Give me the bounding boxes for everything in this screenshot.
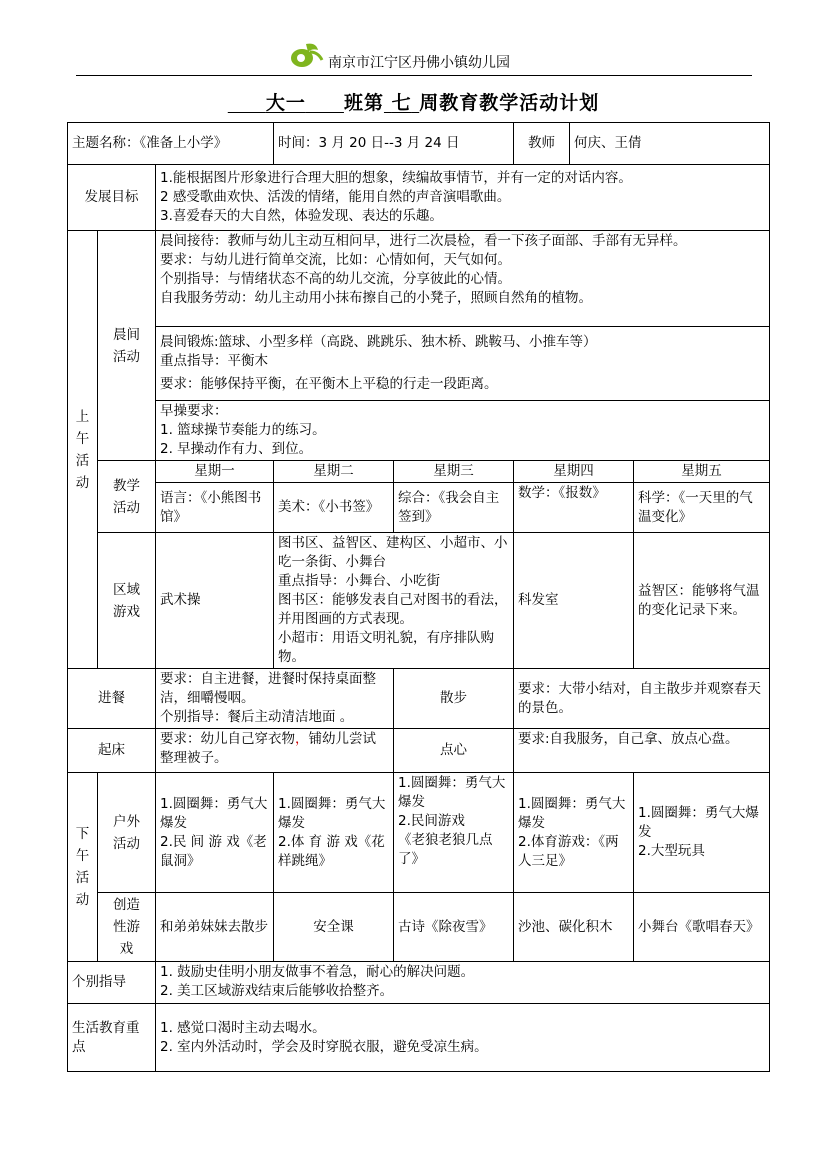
goal-item: 3.喜爱春天的大自然，体验发现、表达的乐趣。 [160,208,443,224]
creative-thu: 沙池、碳化积木 [514,893,634,962]
area-fri: 益智区：能够将气温的变化记录下来。 [634,533,770,669]
teaching-fri: 科学：《一天里的气温变化》 [634,483,770,533]
goals-label: 发展目标 [68,165,156,231]
teacher-label: 教师 [514,123,570,165]
meal-content: 要求：自主进餐，进餐时保持桌面整洁，细嚼慢咽。 个别指导：餐后主动清洁地面 。 [156,669,394,729]
title-mid1: 班第 [343,92,384,114]
guidance-content: 1. 鼓励史佳明小朋友做事不着急，耐心的解决问题。 2. 美工区域游戏结束后能够收拾整齐。 [156,962,770,1004]
creative-label: 创造性游戏 [98,893,156,962]
goal-item: 2 感受歌曲欢快、活泼的情绪，能用自然的声音演唱歌曲。 [160,189,511,205]
snack-content: 要求:自我服务，自己拿、放点心盘。 [514,729,770,773]
school-logo-icon [288,40,324,70]
goals-row [68,165,770,231]
creative-mon: 和弟弟妹妹去散步 [156,893,274,962]
guidance-row [68,962,770,1004]
creative-fri: 小舞台《歌唱春天》 [634,893,770,962]
goals-content [156,165,770,231]
walk-content: 要求：大带小结对，自主散步并观察春天的景色。 [514,669,770,729]
creative-wed: 古诗《除夜雪》 [394,893,514,962]
day-header: 星期五 [634,461,770,483]
morning-reception: 晨间接待：教师与幼儿主动互相问早，进行二次晨检，看一下孩子面部、手部有无异样。 要求：与幼儿进行简单交流，比如：心情如何，天气如何。 个别指导：与情绪状态不高的幼儿交流，分享彼此的心情。 自我服务劳动：幼儿主动用小抹布擦自己的小凳子，照顾自然角的植物。 [156,231,770,327]
teaching-mon: 语言：《小熊图书馆》 [156,483,274,533]
morning-drill: 早操要求： 1. 篮球操节奏能力的练习。 2. 早操动作有力、到位。 [156,401,770,461]
outdoor-row [68,773,770,893]
life-row [68,1004,770,1072]
teaching-label: 教学活动 [98,461,156,533]
afternoon-section-label: 下午活动 [68,773,98,962]
day-header: 星期三 [394,461,514,483]
morning-reception-row [68,231,770,327]
page-title [0,88,827,115]
morning-section-label: 上午活动 [68,231,98,669]
creative-row [68,893,770,962]
wake-label: 起床 [68,729,156,773]
morning-exercise-row [68,327,770,401]
teaching-thu: 数学：《报数》 [514,483,634,533]
teacher-names: 何庆、王倩 [570,123,770,165]
title-mid2: 周教育教学活动计划 [419,92,600,114]
theme-name: 主题名称：《准备上小学》 [68,123,274,165]
snack-label: 点心 [394,729,514,773]
title-week: 七 [391,92,412,114]
goal-item: 1.能根据图片形象进行合理大胆的想象，续编故事情节，并有一定的对话内容。 [160,170,632,186]
creative-tue: 安全课 [274,893,394,962]
outdoor-wed: 1.圆圈舞：勇气大爆发 2.民间游戏 《老狼老狼几点了》 [394,773,514,893]
page-header [76,40,752,76]
morning-drill-row [68,401,770,461]
outdoor-thu: 1.圆圈舞：勇气大爆发 2.体育游戏：《两人三足》 [514,773,634,893]
area-row [68,533,770,669]
day-header: 星期二 [274,461,394,483]
area-mon: 武术操 [156,533,274,669]
weekday-header-row [68,461,770,483]
guidance-label: 个别指导 [68,962,156,1004]
theme-time: 时间：3 月 20 日--3 月 24 日 [274,123,514,165]
day-header: 星期一 [156,461,274,483]
outdoor-label: 户外活动 [98,773,156,893]
walk-label: 散步 [394,669,514,729]
life-content: 1. 感觉口渴时主动去喝水。 2. 室内外活动时，学会及时穿脱衣服，避免受凉生病。 [156,1004,770,1072]
outdoor-mon: 1.圆圈舞：勇气大爆发 2.民 间 游 戏《老鼠洞》 [156,773,274,893]
school-name: 南京市江宁区丹佛小镇幼儿园 [328,55,510,71]
life-label: 生活教育重 点 [68,1004,156,1072]
theme-row [68,123,770,165]
morning-activity-label: 晨间活动 [98,231,156,461]
area-label: 区域游戏 [98,533,156,669]
outdoor-tue: 1.圆圈舞：勇气大爆发 2.体 育 游 戏《花样跳绳》 [274,773,394,893]
title-class: 大一 [265,92,306,114]
meal-label: 进餐 [68,669,156,729]
teaching-row [68,483,770,533]
outdoor-fri: 1.圆圈舞：勇气大爆发 2.大型玩具 [634,773,770,893]
teaching-tue: 美术：《小书签》 [274,483,394,533]
area-thu: 科发室 [514,533,634,669]
morning-exercise: 晨间锻炼:篮球、小型多样（高跷、跳跳乐、独木桥、跳鞍马、小推车等） 重点指导：平衡木 要求：能够保持平衡，在平衡木上平稳的行走一段距离。 [156,327,770,401]
wake-content: 要求：幼儿自己穿衣物，铺幼儿尝试整理被子。 [156,729,394,773]
day-header: 星期四 [514,461,634,483]
teaching-wed: 综合：《我会自主签到》 [394,483,514,533]
meal-row [68,669,770,729]
header-divider [76,75,752,76]
area-mid: 图书区、益智区、建构区、小超市、小吃一条街、小舞台 重点指导：小舞台、小吃街 图书区：能够发表自己对图书的看法，并用图画的方式表现。 小超市：用语文明礼貌，有序排队购物。 [274,533,514,669]
wake-row [68,729,770,773]
plan-table [67,122,770,1072]
